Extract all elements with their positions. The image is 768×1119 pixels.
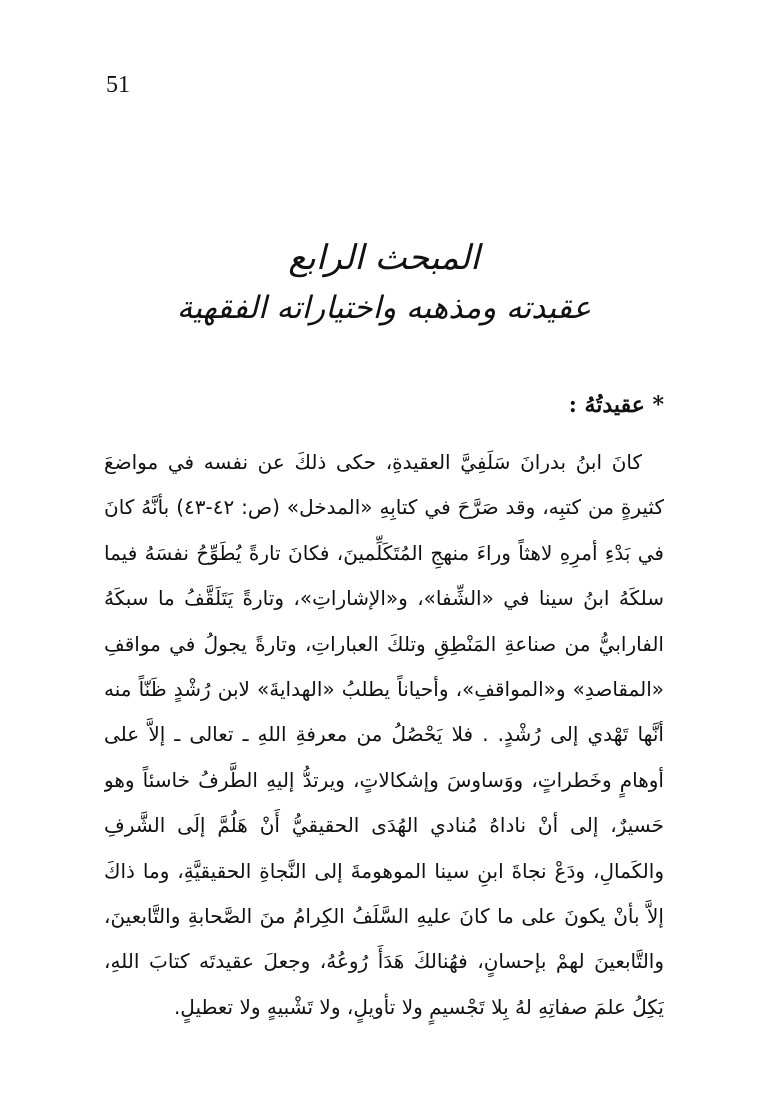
paragraph-line: سلكَهُ ابنُ سينا في «الشِّفا»، و«الإشاراتِ»، وتارةً يَتَلَقَّفُ ما سبكَهُ xyxy=(104,586,664,611)
paragraph-line: الفارابيُّ من صناعةِ المَنْطِقِ وتلكَ العباراتِ، وتارةً يجولُ في مواقفِ xyxy=(104,631,664,656)
paragraph-line: في بَدْءِ أمرِهِ لاهثاً وراءَ منهجِ المُتَكَلِّمينَ، فكانَ تارةً يُطَوِّحُ نفسَهُ فيما xyxy=(104,540,664,565)
paragraph-line: إلاَّ بأنْ يكونَ على ما كانَ عليهِ السَّلَفُ الكِرامُ منَ الصَّحابةِ والتَّابعينَ، xyxy=(104,904,664,929)
paragraph-line: كانَ ابنُ بدرانَ سَلَفِيَّ العقيدةِ، حكى ذلكَ عن نفسه في مواضعَ xyxy=(104,450,642,474)
paragraph-line: كثيرةٍ من كتبِه، وقد صَرَّحَ في كتابِهِ «المدخل» (ص: ٤٢-٤٣) بأنَّهُ كانَ xyxy=(104,495,664,520)
paragraph-line: يَكِلُ علمَ صفاتِهِ لهُ بِلا تَجْسيمٍ ولا تأويلٍ، ولا تَشْبيهٍ ولا تعطيلٍ. xyxy=(173,994,664,1019)
paragraph-line: والكَمالِ، ودَعْ نجاةَ ابنِ سينا الموهومةَ إلى النَّجاةِ الحقيقيَّةِ، وما ذاكَ xyxy=(104,858,664,883)
body-paragraph xyxy=(104,440,664,1030)
section-heading: * عقيدتُهُ : xyxy=(568,392,664,418)
chapter-subtitle: عقيدته ومذهبه واختياراته الفقهية xyxy=(176,290,592,326)
paragraph-line: والتَّابعينَ لهمْ بإحسانٍ، فهُنالكَ هَدَأَ رُوعُهُ، وجعلَ عقيدتَه كتابَ اللهِ، xyxy=(104,949,664,974)
paragraph-line: «المقاصدِ» و«المواقفِ»، وأحياناً يطلبُ «الهدايةَ» لابن رُشْدٍ ظَنّاً منه xyxy=(104,677,664,702)
chapter-title: المبحث الرابع xyxy=(288,238,480,278)
page-number: 51 xyxy=(106,72,130,98)
paragraph-line: أوهامٍ وخَطراتٍ، ووَساوسَ وإشكالاتٍ، ويرتدُّ إليهِ الطَّرفُ خاسئاً وهو xyxy=(104,767,664,792)
paragraph-line: حَسيرٌ، إلى أنْ ناداهُ مُنادي الهُدَى الحقيقيُّ أَنْ هَلُمَّ إلَى الشَّرفِ xyxy=(104,813,664,838)
paragraph-line: أنَّها تَهْدي إلى رُشْدٍ. . فلا يَحْصُلُ من معرفةِ اللهِ ـ تعالى ـ إلاَّ على xyxy=(104,722,664,747)
chapter-heading xyxy=(0,232,768,332)
